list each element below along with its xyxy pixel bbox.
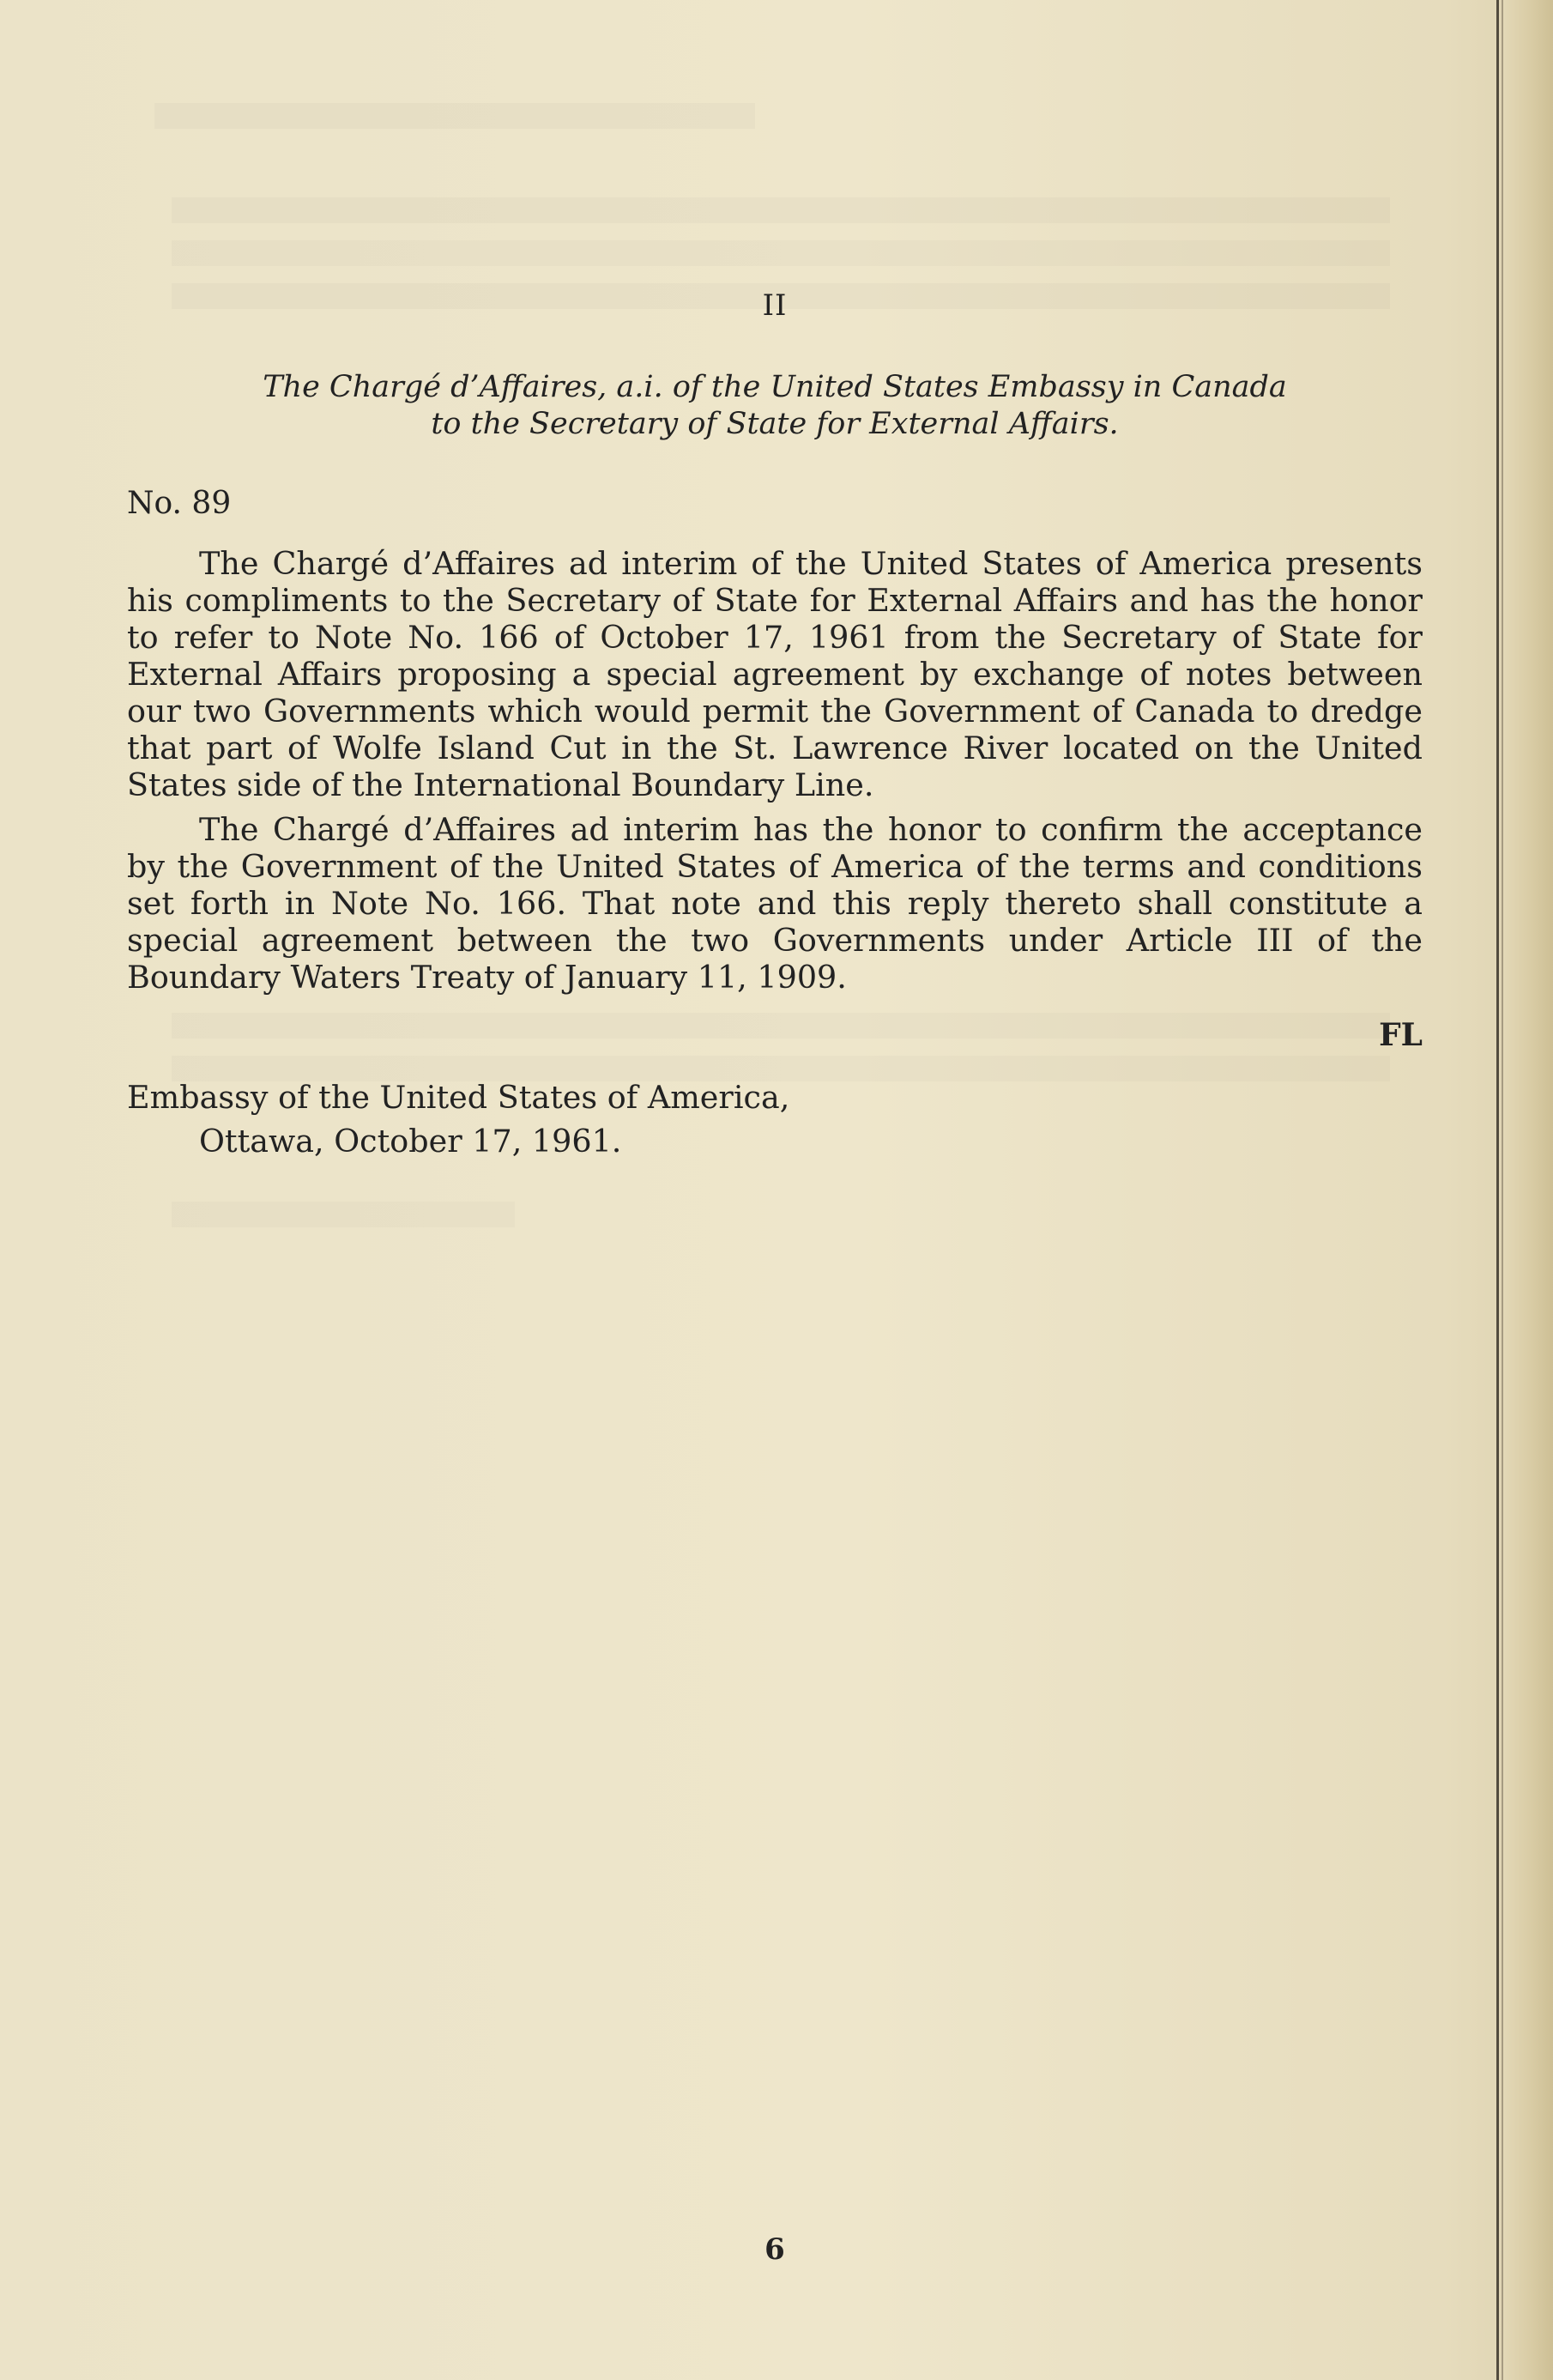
heading-line-1: The Chargé d’Affaires, a.i. of the United States Embassy in Canada <box>263 370 1287 404</box>
paragraph-2: The Chargé d’Affaires ad interim has the honor to confirm the acceptance by the Government of the United States of America of the terms and conditions set forth in Note No. 166. That note and this reply thereto shall constitute a special agreement between the two Governments under Article III of the Boundary Waters Treaty of January 11, 1909. <box>127 811 1423 996</box>
initials: FL <box>1379 1017 1423 1053</box>
page-number: 6 <box>764 2232 785 2267</box>
note-number: No. 89 <box>127 486 232 521</box>
section-number: II <box>762 288 788 323</box>
closing-line-2: Ottawa, October 17, 1961. <box>199 1123 622 1160</box>
note-heading <box>127 369 1423 443</box>
heading-line-2: to the Secretary of State for External Affairs. <box>431 407 1119 441</box>
closing-block <box>127 1075 789 1163</box>
paragraph-1: The Chargé d’Affaires ad interim of the United States of America presents his compliments to the Secretary of State for External Affairs and has the honor to refer to Note No. 166 of October 17, 1961 from the Secretary of State for External Affairs proposing a special agreement by exchange of notes between our two Governments which would permit the Government of Canada to dredge that part of Wolfe Island Cut in the St. Lawrence River located on the United States side of the International Boundary Line. <box>127 545 1423 803</box>
closing-line-1: Embassy of the United States of America, <box>127 1079 790 1116</box>
